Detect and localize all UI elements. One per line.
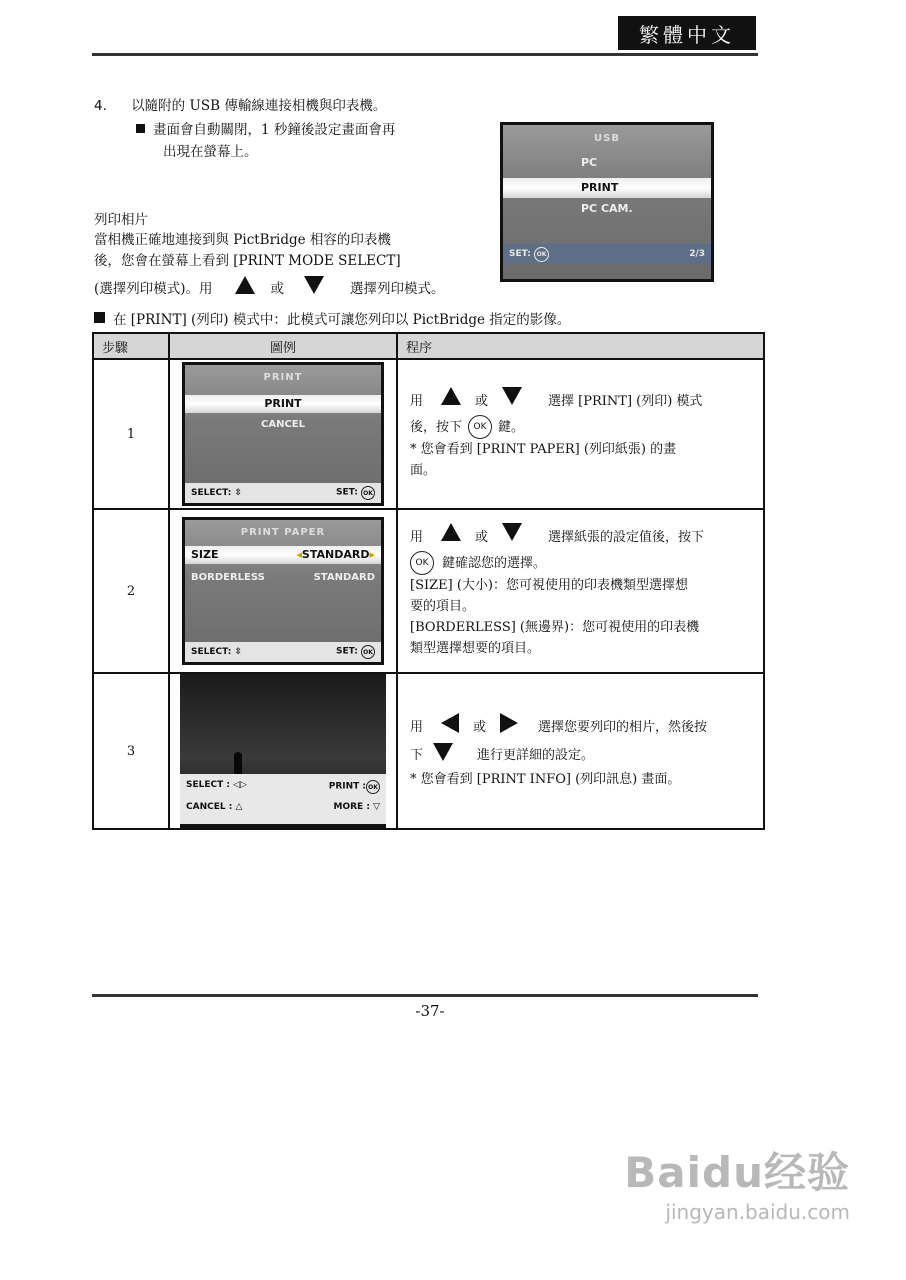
left-arrow-icon [441,713,459,733]
proc-text: 選擇紙張的設定值後，按下 [548,529,705,545]
proc-text: * 您會看到 [PRINT PAPER] (列印紙張) 的畫 [410,442,677,457]
ok-icon: OK [468,415,492,439]
proc-text: 或 [475,529,489,545]
bullet-text: 畫面會自動關閉，1 秒鐘後設定畫面會再 [153,122,396,138]
usb-mode-screen [500,122,714,282]
language-tab: 繁體中文 [618,16,756,50]
procedure-cell [397,359,764,509]
proc-text: [SIZE] (大小)：您可視使用的印表機類型選擇想 [410,578,688,593]
illustration-cell [169,359,397,509]
proc-text: 要的項目。 [410,599,476,614]
header-step: 步驟 [93,333,169,359]
select-label: SELECT : ◁▷ [186,780,247,790]
watermark-url: jingyan.baidu.com [665,1200,850,1224]
option-cancel: CANCEL [261,419,305,430]
overlay-row [180,794,386,812]
down-arrow-icon [502,387,522,405]
step4-text: 以隨附的 USB 傳輸線連接相機與印表機。 [131,98,387,114]
ok-icon: OK [361,645,375,659]
down-arrow-icon [433,743,453,761]
table-row [93,673,764,829]
illustration-cell [169,509,397,673]
print-label: PRINT : OK [329,780,380,794]
proc-text: 進行更詳細的設定。 [477,748,595,763]
illustration-cell [169,673,397,829]
step4-line [94,96,386,117]
print-screen [182,362,384,506]
header-illustration: 圖例 [169,333,397,359]
proc-text: 用 [410,529,424,545]
header-rule [92,53,758,56]
borderless-row [185,572,381,583]
up-arrow-icon [235,276,255,294]
proc-text: 或 [473,720,487,735]
procedure-cell [397,673,764,829]
print-para-line1: 當相機正確地連接到與 PictBridge 相容的印表機 [94,232,391,248]
proc-text: 選擇 [PRINT] (列印) 模式 [548,393,703,409]
step-cell: 3 [93,673,169,829]
proc-text: [BORDERLESS] (無邊界)：您可視使用的印表機 [410,620,700,635]
step-number: 4. [94,98,107,114]
proc-text: 面。 [410,463,437,478]
ok-icon: OK [361,486,375,500]
page-number: -37- [415,1002,445,1020]
photo-screen [180,674,386,828]
step4-bullet-cont: 出現在螢幕上。 [163,144,258,160]
cancel-label: CANCEL : △ [186,802,243,812]
para3-or: 或 [270,280,285,297]
size-label: SIZE [191,548,219,561]
footer-rule [92,994,758,997]
down-arrow-icon [304,276,324,294]
baidu-watermark [624,1140,850,1224]
bullet-square-icon [136,124,145,133]
proc-line [410,551,751,575]
step4-bullet [136,120,395,141]
screen-title: PRINT [263,372,303,383]
usb-set-label: SET: OK [509,247,549,262]
steps-table [92,332,765,830]
procedure-cell [397,509,764,673]
proc-text: 選擇您要列印的相片，然後按 [538,720,708,735]
proc-text: 後，按下 [410,419,463,435]
watermark-brand: Baidu经验 [624,1148,850,1197]
size-value: ◂STANDARD▸ [296,548,375,561]
proc-line [410,523,751,551]
select-label: SELECT: ⇳ [191,488,243,498]
set-label: SET: OK [336,645,375,659]
right-arrow-icon [500,713,518,733]
set-label: SET: OK [336,486,375,500]
proc-line [410,387,751,415]
down-arrow-icon [502,523,522,541]
step-cell: 1 [93,359,169,509]
option-print: PRINT [185,395,381,413]
proc-line [410,415,751,439]
borderless-value: STANDARD [313,572,375,583]
table-row [93,359,764,509]
proc-line [410,743,751,769]
proc-line [410,713,751,743]
proc-text: 下 [410,748,424,763]
ok-icon: OK [534,247,549,262]
header-procedure: 程序 [397,333,764,359]
more-label: MORE : ▽ [333,802,380,812]
usb-option-print: PRINT [503,178,711,198]
usb-screen-title: USB [594,133,620,144]
print-mode-line [94,310,570,331]
proc-text: 類型選擇想要的項目。 [410,641,541,656]
table-header-row [93,333,764,359]
para3-text-a: (選擇列印模式)。用 [94,280,213,297]
step-cell: 2 [93,509,169,673]
print-para-line2: 後，您會在螢幕上看到 [PRINT MODE SELECT] [94,253,401,269]
print-heading: 列印相片 [94,212,148,228]
usb-page-indicator: 2/3 [689,249,705,259]
screen-footer [185,642,381,662]
screen-footer [185,483,381,503]
size-row [185,546,381,564]
proc-text: 用 [410,720,424,735]
proc-text: 鍵確認您的選擇。 [442,555,547,571]
up-arrow-icon [441,387,461,405]
usb-option-pccam: PC CAM. [581,202,633,215]
proc-text: 用 [410,393,424,409]
print-paper-screen [182,517,384,665]
ok-icon: OK [410,551,434,575]
print-para-line3 [94,276,445,302]
table-row [93,509,764,673]
proc-text: 鍵。 [498,419,525,435]
bullet-square-icon [94,312,105,323]
usb-screen-footer [503,244,711,264]
photo-overlay-menu [180,774,386,824]
up-arrow-icon [441,523,461,541]
photo-figure [234,752,242,774]
proc-text: 或 [475,393,489,409]
proc-text: * 您會看到 [PRINT INFO] (列印訊息) 畫面。 [410,771,681,787]
usb-option-pc: PC [581,156,598,169]
borderless-label: BORDERLESS [191,572,265,583]
overlay-row [180,774,386,794]
para3-text-c: 選擇列印模式。 [350,280,445,297]
select-label: SELECT: ⇳ [191,647,243,657]
screen-title: PRINT PAPER [240,527,326,538]
ok-icon: OK [366,780,380,794]
mode-line-text: 在 [PRINT] (列印) 模式中：此模式可讓您列印以 PictBridge 指定的影像。 [113,312,571,328]
